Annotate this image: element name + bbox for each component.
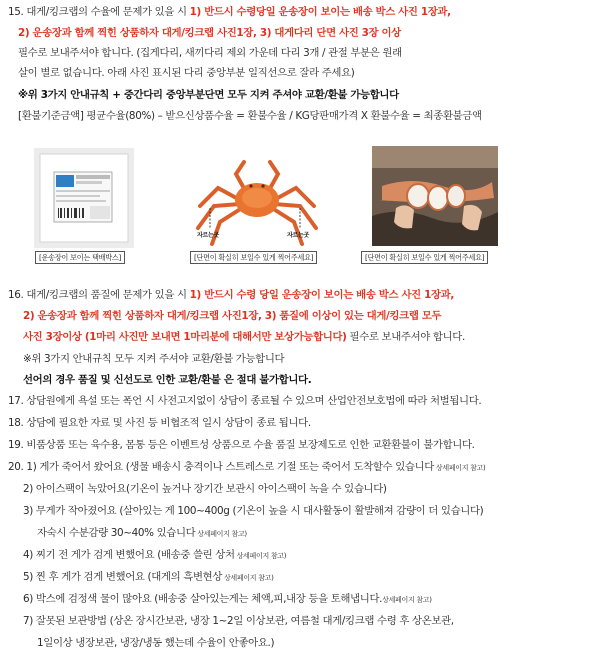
s20-item5-text: 5) 찐 후 게가 검게 변했어요 (대게의 흑변현상 bbox=[23, 571, 223, 583]
s15-req1: 1) 반드시 수령당일 운송장이 보이는 배송 박스 사진 1장과, bbox=[189, 6, 451, 18]
s20-item4-text: 4) 찌기 전 게가 검게 변했어요 (배송중 쓸린 상처 bbox=[23, 549, 235, 561]
s20-item6-text: 6) 박스에 검정색 물이 많아요 (배송중 살아있는게는 체액,피,내장 등을 토해냅니다. bbox=[23, 593, 383, 605]
s20-item3-cont bbox=[37, 526, 247, 541]
s20-item2: 2) 아이스팩이 녹았어요(기온이 높거나 장기간 보관시 아이스팩이 녹을 수 있습니다) bbox=[23, 483, 387, 495]
leg-section-photo bbox=[372, 146, 498, 246]
photo-caption-crab: [단면이 확실히 보일수 있게 찍어주세요] bbox=[190, 251, 317, 264]
s20-item3: 3) 무게가 작아졌어요 (살아있는 게 100~400g (기온이 높을 시 대사활동이 활발해져 감량이 더 있습니다) bbox=[23, 505, 484, 517]
s16-required: 필수로 보내주셔야 합니다. bbox=[346, 331, 465, 343]
s16-intro: 16. 대게/킹크랩의 품질에 문제가 있을 시 bbox=[8, 289, 190, 301]
s18-line: 18. 상담에 필요한 자료 및 사진 등 비협조적 일시 상담이 종료 됩니다. bbox=[8, 417, 311, 429]
photo-caption-box: [운송장이 보이는 택배박스] bbox=[35, 251, 125, 264]
s15-intro: 15. 대게/킹크랩의 수율에 문제가 있을 시 bbox=[8, 6, 190, 18]
crab-photo bbox=[188, 148, 326, 248]
s19-line: 19. 비품상품 또는 육수용, 몸통 등은 이벤트성 상품으로 수율 품질 보장제도로 인한 교환환불이 불가합니다. bbox=[8, 439, 475, 451]
s20-item1-text: 20. 1) 게가 죽어서 왔어요 (생물 배송시 충격이나 스트레스로 기절 또는 죽어서 도착할수 있습니다 bbox=[8, 461, 434, 473]
s16-line2: 2) 운송장과 함께 찍힌 상품하자 대게/킹크랩 사진1장, 3) 품질에 이상이 있는 대게/킹크랩 모두 bbox=[23, 310, 442, 322]
shipping-box-image bbox=[34, 148, 134, 248]
photo-caption-section: [단면이 확실히 보일수 있게 찍어주세요] bbox=[361, 251, 488, 264]
shipping-box-photo bbox=[34, 148, 134, 248]
s20-item4 bbox=[23, 548, 286, 563]
s16-notice: ※위 3가지 안내규칙 모두 지켜 주셔야 교환/환불 가능합니다 bbox=[23, 353, 285, 365]
leg-section-image bbox=[372, 146, 498, 246]
s20-item5-ref: 상세페이지 참고) bbox=[222, 574, 274, 582]
s16-line1 bbox=[8, 288, 454, 302]
s15-line2: 2) 운송장과 함께 찍힌 상품하자 대게/킹크랩 사진1장, 3) 대게다리 단면 사진 3장 이상 bbox=[18, 27, 401, 39]
s16-line3 bbox=[23, 330, 465, 344]
s20-item7: 7) 잘못된 보관방법 (상온 장시간보관, 냉장 1~2일 이상보관, 여름철 대게/킹크랩 수령 후 상온보관, bbox=[23, 615, 454, 627]
s16-req1: 1) 반드시 수령 당일 운송장이 보이는 배송 박스 사진 1장과, bbox=[189, 289, 454, 301]
s16-req3: 사진 3장이상 (1마리 사진만 보내면 1마리분에 대해서만 보상가능합니다) bbox=[23, 331, 347, 343]
s15-notice: ※위 3가지 안내규칙 + 중간다리 중앙부분단면 모두 지켜 주셔야 교환/환불 가능합니다 bbox=[18, 89, 399, 101]
s15-line1 bbox=[8, 5, 451, 19]
s20-item4-ref: 상세페이지 참고) bbox=[234, 552, 287, 560]
s20-item6-ref: 상세페이지 참고) bbox=[382, 596, 432, 604]
cut-point-label-left: 자르는곳 bbox=[197, 232, 219, 239]
s17-line: 17. 상담원에게 욕설 또는 폭언 시 사전고지없이 상담이 종료될 수 있으며 산업안전보호법에 따라 처벌됩니다. bbox=[8, 395, 482, 407]
s15-refund-formula: [환불기준금액] 평균수율(80%) – 받으신상품수율 = 환불수율 / KG당판매가격 X 환불수율 = 최종환불금액 bbox=[18, 110, 482, 122]
s15-line3: 필수로 보내주셔야 합니다. (집게다리, 새끼다리 제외 가운데 다리 3개 / 관절 부분은 원래 bbox=[18, 47, 402, 59]
s16-no-refund: 선어의 경우 품질 및 신선도로 인한 교환/환불 은 절대 불가합니다. bbox=[23, 374, 312, 386]
s20-item5 bbox=[23, 570, 274, 585]
s15-line4: 살이 별로 없습니다. 아래 사진 표시된 다리 중앙부분 일직선으로 잘라 주세요) bbox=[18, 67, 355, 79]
cut-point-label-right: 자르는곳 bbox=[287, 232, 309, 239]
s20-item3-ref: 상세페이지 참고) bbox=[195, 530, 247, 538]
s20-item6 bbox=[23, 592, 432, 607]
s20-item1 bbox=[8, 460, 485, 475]
s20-item1-ref: 상세페이지 참고) bbox=[433, 464, 486, 472]
s20-item7-cont: 1일이상 냉장보관, 냉장/냉동 했는데 수율이 안좋아요.) bbox=[37, 637, 275, 649]
s20-item3-cont-text: 자숙시 수분감량 30~40% 있습니다 bbox=[37, 527, 196, 539]
